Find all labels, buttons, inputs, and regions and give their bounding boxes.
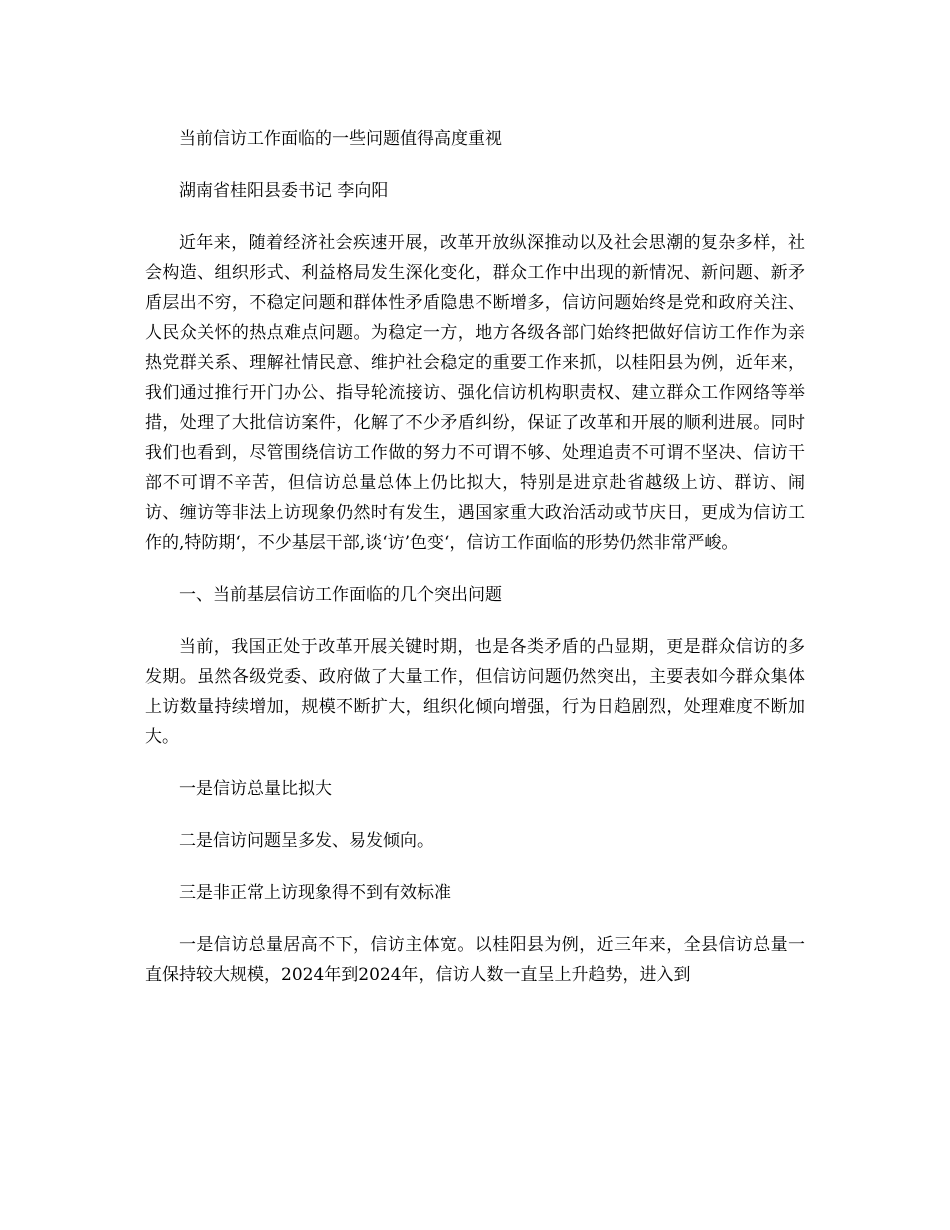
point-three: 三是非正常上访现象得不到有效标准 [179,883,451,903]
document-body [145,124,805,990]
article-title: 当前信访工作面临的一些问题值得高度重视 [179,129,502,149]
point-one: 一是信访总量比拟大 [179,779,332,799]
point-two: 二是信访问题呈多发、易发倾向。 [179,831,434,851]
detail-paragraph: 一是信访总量居高不下，信访主体宽。以桂阳县为例，近三年来，全县信访总量一直保持较大规模，2024年到2024年，信访人数一直呈上升趋势，进入到 [145,935,805,985]
author-line: 湖南省桂阳县委书记 李向阳 [179,181,389,201]
intro-paragraph: 近年来，随着经济社会疾速开展，改革开放纵深推动以及社会思潮的复杂多样，社会构造、组织形式、利益格局发生深化变化，群众工作中出现的新情况、新问题、新矛盾层出不穷，不稳定问题和群体性矛盾隐患不断增多，信访问题始终是党和政府关注、人民众关怀的热点难点问题。为稳定一方，地方各级各部门始终把做好信访工作作为亲热党群关系、理解社情民意、维护社会稳定的重要工作来抓，以桂阳县为例，近年来，我们通过推行开门办公、指导轮流接访、强化信访机构职责权、建立群众工作网络等举措，处理了大批信访案件，化解了不少矛盾纠纷，保证了改革和开展的顺利进展。同时我们也看到，尽管围绕信访工作做的努力不可谓不够、处理追责不可谓不坚决、信访干部不可谓不辛苦，但信访总量总体上仍比拟大，特别是进京赴省越级上访、群访、闹访、缠访等非法上访现象仍然时有发生，遇国家重大政治活动或节庆日，更成为信访工作的,特防期‘，不少基层干部,谈‘访’色变‘，信访工作面临的形势仍然非常严峻。 [145,233,805,553]
section-heading: 一、当前基层信访工作面临的几个突出问题 [179,585,502,605]
section-paragraph: 当前，我国正处于改革开展关键时期，也是各类矛盾的凸显期，更是群众信访的多发期。虽然各级党委、政府做了大量工作，但信访问题仍然突出，主要表如今群众集体上访数量持续增加，规模不断扩大，组织化倾向增强，行为日趋剧烈，处理难度不断加大。 [145,637,805,747]
